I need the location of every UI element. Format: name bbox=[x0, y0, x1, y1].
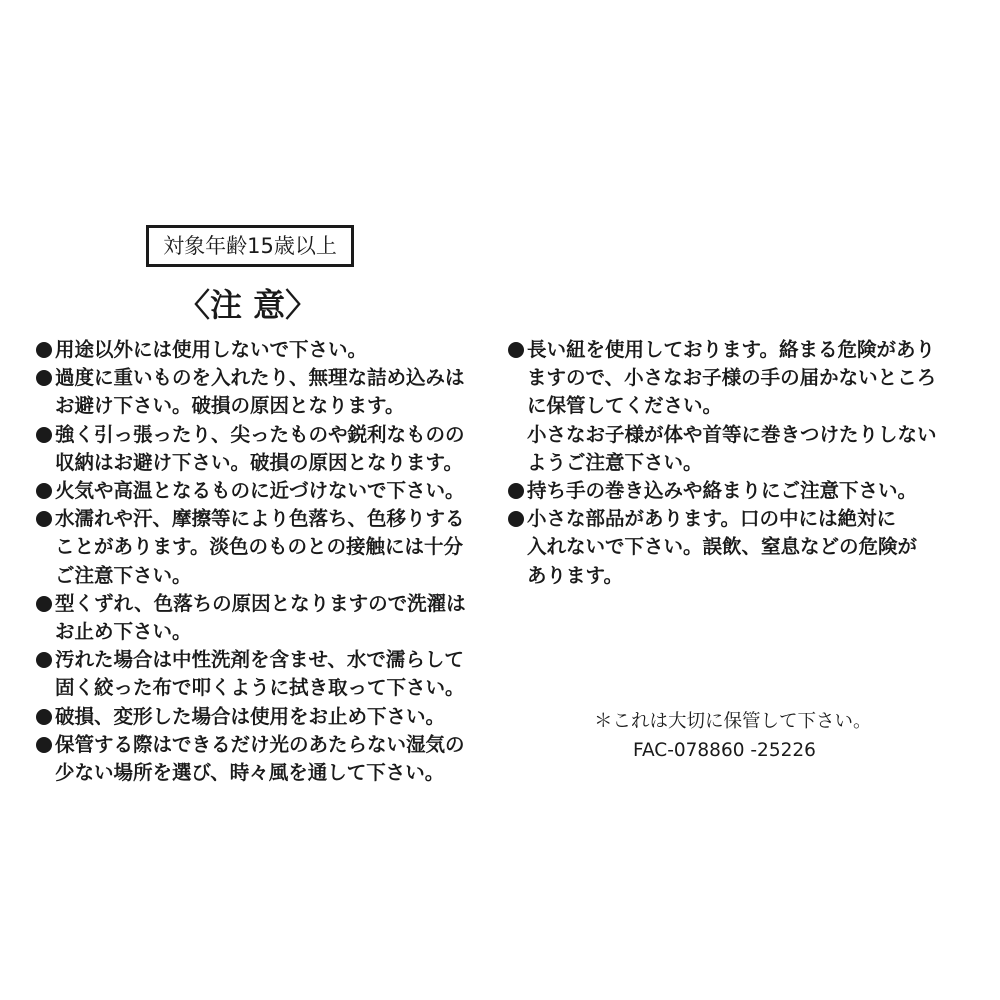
caution-item-line: 火気や高温となるものに近づけないで下さい。 bbox=[55, 479, 465, 503]
caution-item-line: 入れないで下さい。誤飲、窒息などの危険が bbox=[527, 535, 918, 559]
age-notice-text: 対象年齢15歳以上 bbox=[163, 234, 337, 258]
caution-item-line: 型くずれ、色落ちの原因となりますので洗濯は bbox=[55, 591, 466, 615]
caution-item-line: 小さな部品があります。口の中には絶対に bbox=[527, 507, 896, 531]
bullet-icon bbox=[34, 477, 55, 505]
caution-item-line: お避け下さい。破損の原因となります。 bbox=[55, 394, 405, 418]
bullet-icon bbox=[34, 731, 55, 759]
caution-item-line: 持ち手の巻き込みや絡まりにご注意下さい。 bbox=[527, 479, 918, 503]
bullet-icon bbox=[506, 477, 527, 505]
caution-item-line: あります。 bbox=[527, 563, 623, 587]
caution-item bbox=[34, 646, 496, 702]
caution-item bbox=[34, 336, 496, 364]
caution-item-line: 収納はお避け下さい。破損の原因となります。 bbox=[55, 450, 463, 474]
bullet-icon bbox=[34, 703, 55, 731]
caution-item-line: ますので、小さなお子様の手の届かないところ bbox=[527, 366, 937, 390]
bullet-icon bbox=[34, 336, 55, 364]
caution-list-left bbox=[34, 336, 496, 787]
bullet-icon bbox=[34, 590, 55, 618]
caution-item bbox=[34, 421, 496, 477]
caution-item bbox=[506, 505, 966, 590]
caution-list-right bbox=[506, 336, 966, 590]
bullet-icon bbox=[506, 505, 527, 533]
caution-item bbox=[34, 703, 496, 731]
caution-item bbox=[34, 505, 496, 590]
caution-item bbox=[34, 364, 496, 420]
caution-item-line: ようご注意下さい。 bbox=[527, 450, 703, 474]
caution-item-line: に保管してください。 bbox=[527, 394, 723, 418]
caution-item-line: 強く引っ張ったり、尖ったものや鋭利なものの bbox=[55, 422, 465, 446]
caution-item-line: 水濡れや汗、摩擦等により色落ち、色移りする bbox=[55, 507, 465, 531]
caution-item-line: 過度に重いものを入れたり、無理な詰め込みは bbox=[55, 366, 465, 390]
caution-item-line: ことがあります。淡色のものとの接触には十分 bbox=[55, 535, 463, 559]
caution-item-line: 固く絞った布で叩くように拭き取って下さい。 bbox=[55, 676, 465, 700]
bullet-icon bbox=[34, 364, 55, 392]
caution-title: 〈注 意〉 bbox=[178, 286, 318, 324]
storage-footnote: ＊これは大切に保管して下さい。 bbox=[594, 711, 872, 732]
product-code: FAC-078860 -25226 bbox=[633, 740, 816, 761]
caution-item bbox=[34, 731, 496, 787]
caution-item bbox=[34, 477, 496, 505]
caution-item-line: ご注意下さい。 bbox=[55, 563, 192, 587]
bullet-icon bbox=[34, 505, 55, 533]
bullet-icon bbox=[34, 646, 55, 674]
age-notice-box bbox=[146, 225, 354, 267]
caution-item bbox=[34, 590, 496, 646]
caution-item-line: 汚れた場合は中性洗剤を含ませ、水で濡らして bbox=[55, 648, 464, 672]
caution-item-line: 用途以外には使用しないで下さい。 bbox=[55, 338, 368, 361]
caution-item-line: 小さなお子様が体や首等に巻きつけたりしない bbox=[527, 422, 937, 446]
caution-item-line: 少ない場所を選び、時々風を通して下さい。 bbox=[55, 761, 445, 785]
caution-item-line: 長い紐を使用しております。絡まる危険があり bbox=[527, 338, 935, 361]
caution-item-line: 保管する際はできるだけ光のあたらない湿気の bbox=[55, 732, 465, 756]
bullet-icon bbox=[34, 421, 55, 449]
caution-item bbox=[506, 336, 966, 477]
caution-item-line: 破損、変形した場合は使用をお止め下さい。 bbox=[55, 704, 446, 728]
caution-item-line: お止め下さい。 bbox=[55, 620, 192, 644]
caution-item bbox=[506, 477, 966, 505]
bullet-icon bbox=[506, 336, 527, 364]
